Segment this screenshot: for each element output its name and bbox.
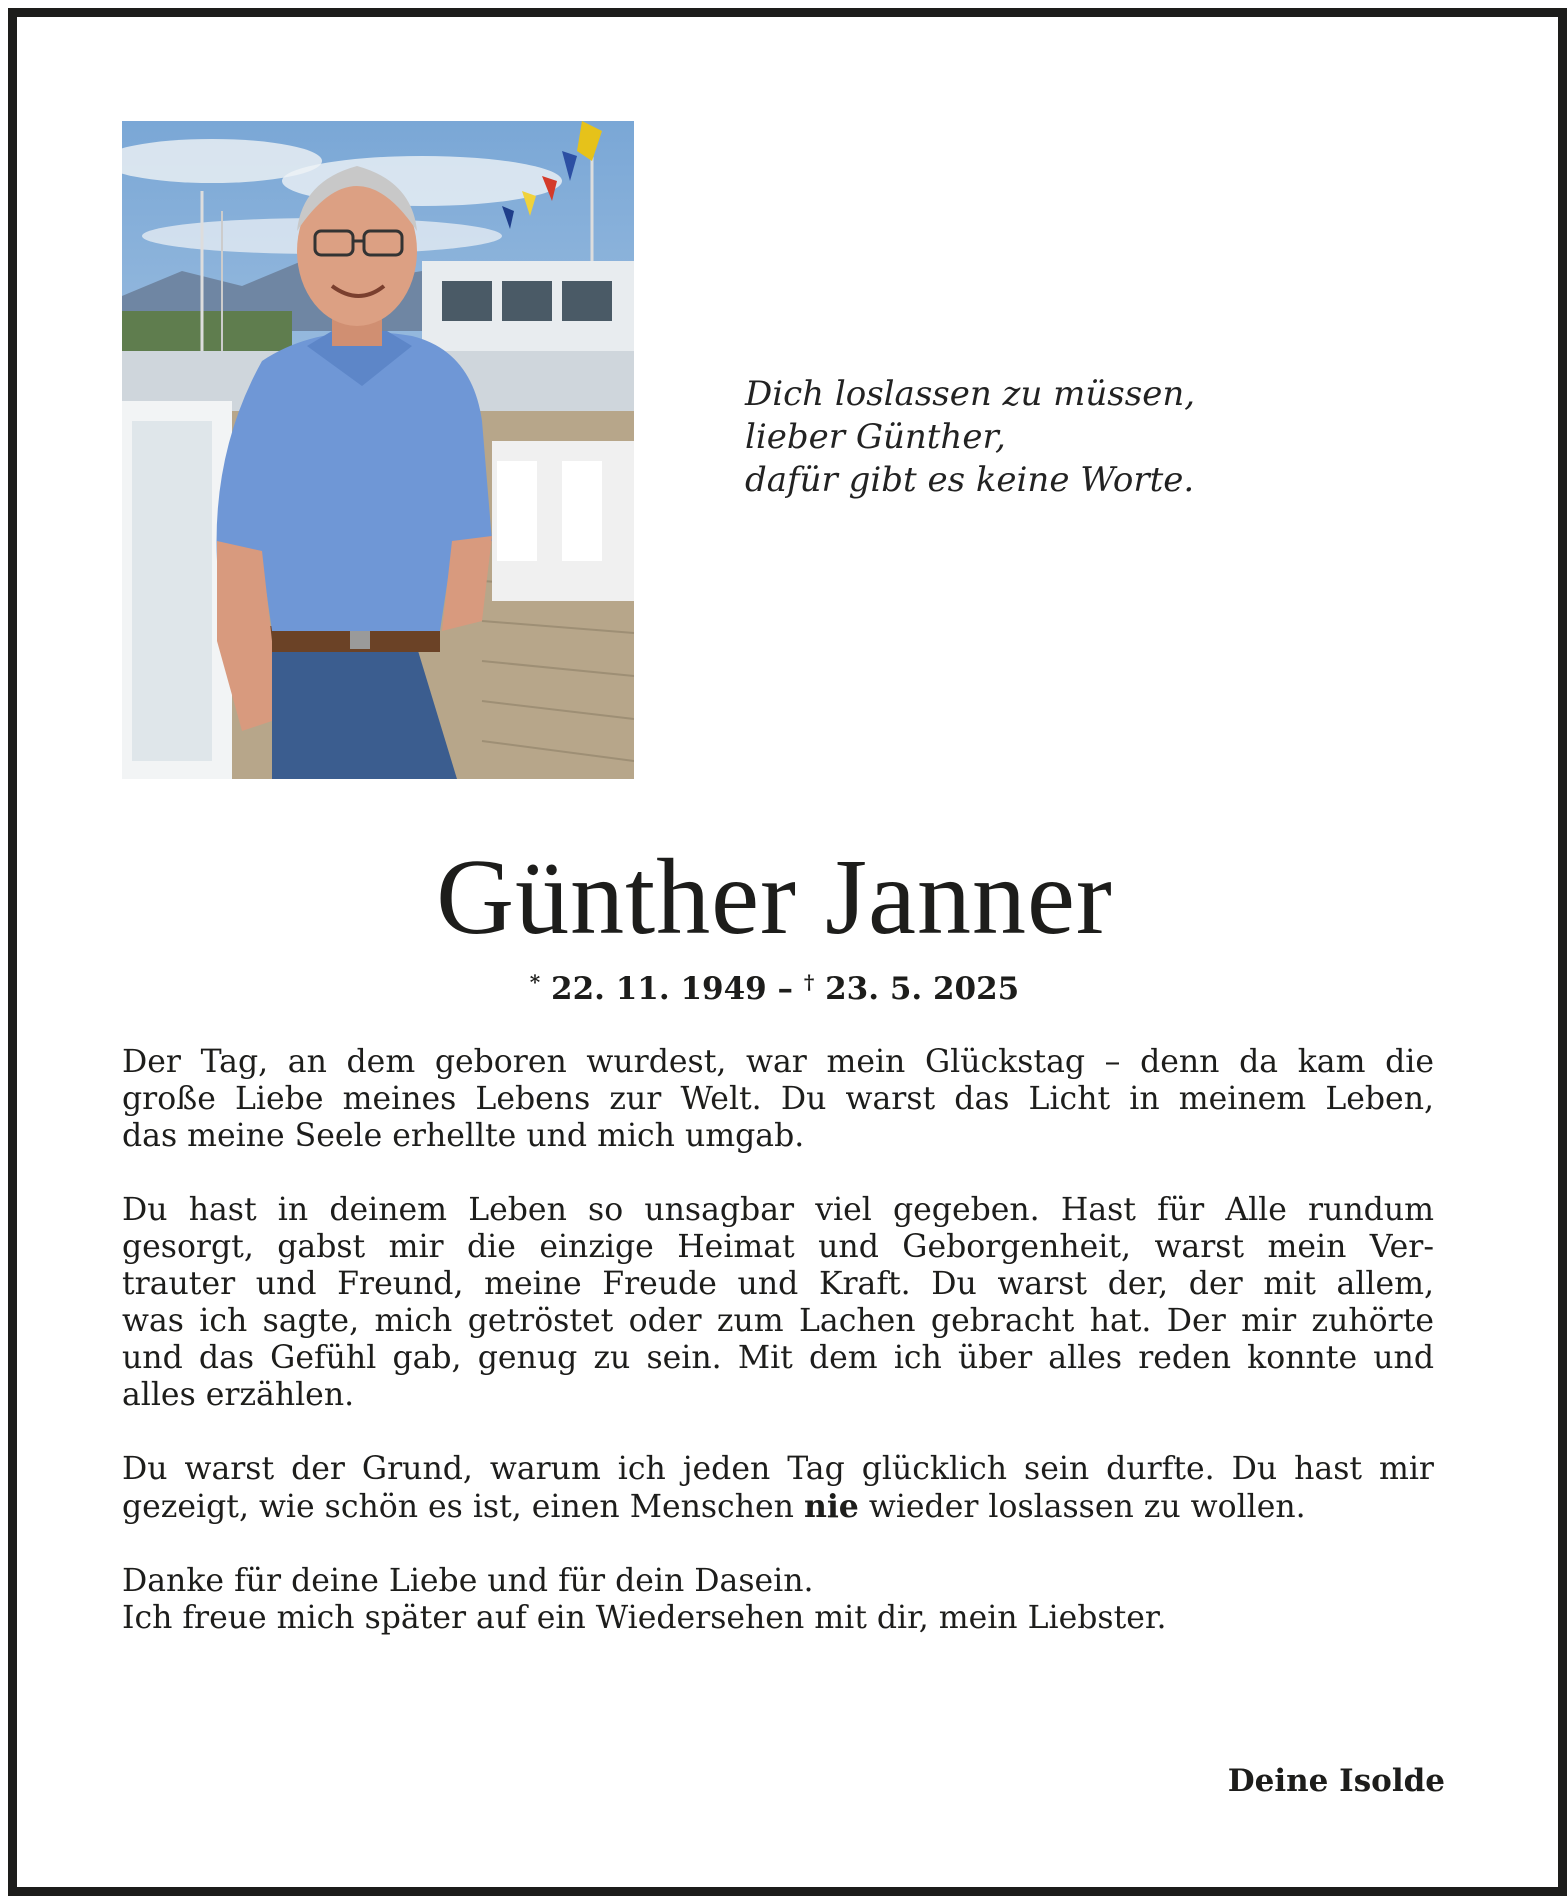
birth-date: 22. 11. 1949 xyxy=(551,971,767,1007)
quote xyxy=(745,373,1195,502)
text-line: das meine Seele erhellte und mich umgab. xyxy=(122,1118,805,1154)
text-line: Danke für deine Liebe und für dein Dasein. xyxy=(122,1563,814,1599)
death-symbol: † xyxy=(803,970,815,994)
date-separator: – xyxy=(766,971,804,1007)
text-line: Du warst der Grund, warum ich jeden Tag glücklich sein durfte. Du hast mir xyxy=(122,1451,1434,1487)
text-line: gesorgt, gabst mir die einzige Heimat und Geborgenheit, warst mein Ver- xyxy=(122,1229,1434,1265)
text-line: trauter und Freund, meine Freude und Kraft. Du warst der, der mit allem, xyxy=(122,1266,1434,1302)
text-line xyxy=(122,1488,1434,1526)
quote-line: dafür gibt es keine Worte. xyxy=(745,460,1195,500)
death-date: 23. 5. 2025 xyxy=(825,971,1020,1007)
deceased-name: Günther Janner xyxy=(436,838,1113,957)
emphasis-word: nie xyxy=(803,1488,859,1525)
text-line: und das Gefühl gab, genug zu sein. Mit dem ich über alles reden konnte und xyxy=(122,1340,1434,1376)
text-line: alles erzählen. xyxy=(122,1377,355,1413)
obituary-text xyxy=(122,1044,1434,1674)
text-segment: gezeigt, wie schön es ist, einen Menschen xyxy=(122,1489,804,1525)
text-line: große Liebe meines Lebens zur Welt. Du warst das Licht in meinem Leben, xyxy=(122,1081,1434,1117)
signature: Deine Isolde xyxy=(1227,1763,1445,1799)
text-line: Du hast in deinem Leben so unsagbar viel gegeben. Hast für Alle rundum xyxy=(122,1192,1434,1228)
paragraph xyxy=(122,1192,1434,1414)
quote-line: lieber Günther, xyxy=(745,417,1006,457)
text-line: was ich sagte, mich getröstet oder zum Lachen gebracht hat. Der mir zuhörte xyxy=(122,1303,1434,1339)
text-line: Ich freue mich später auf ein Wiedersehen mit dir, mein Liebster. xyxy=(122,1600,1167,1636)
birth-symbol: * xyxy=(529,970,541,994)
life-dates xyxy=(0,962,1549,1009)
quote-line: Dich loslassen zu müssen, xyxy=(745,374,1196,414)
portrait-photo xyxy=(122,121,634,779)
paragraph xyxy=(122,1044,1434,1155)
text-segment: wieder loslassen zu wollen. xyxy=(858,1489,1306,1525)
text-line: Der Tag, an dem geboren wurdest, war mein Glückstag – denn da kam die xyxy=(122,1044,1434,1080)
paragraph xyxy=(122,1451,1434,1526)
paragraph xyxy=(122,1563,1434,1637)
